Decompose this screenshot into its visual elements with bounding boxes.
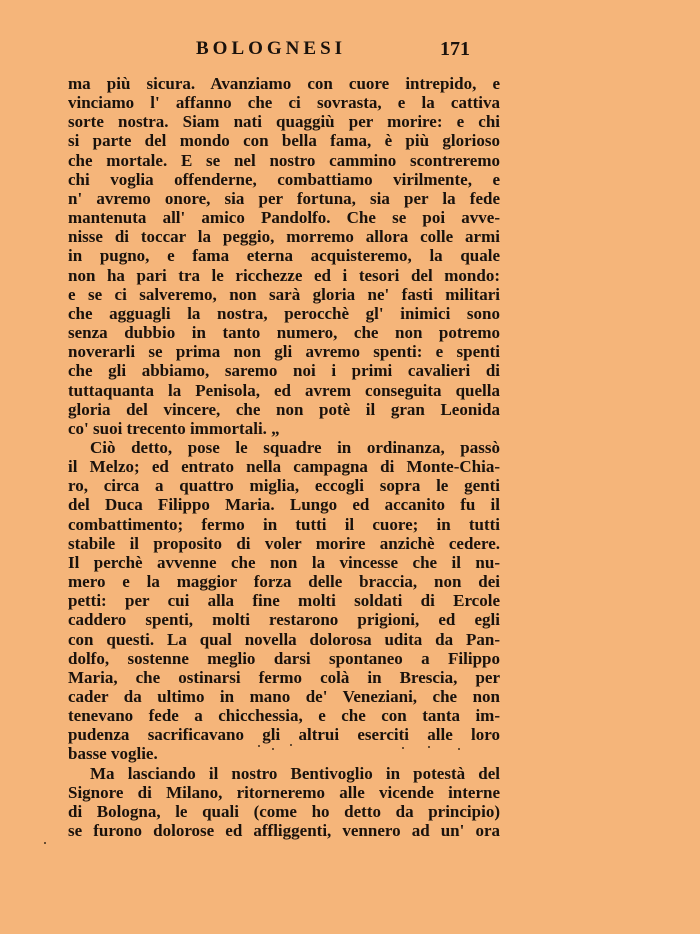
ink-speck xyxy=(272,748,274,750)
text-line: chi voglia offenderne, combattiamo virilmente, e xyxy=(68,169,500,189)
text-line: ma più sicura. Avanziamo con cuore intrepido, e xyxy=(68,74,500,93)
running-title: BOLOGNESI xyxy=(196,38,347,59)
text-line: caddero spenti, molti restarono prigioni, ed egli xyxy=(68,610,500,630)
text-line: combattimento; fermo in tutti il cuore; in tutti xyxy=(68,514,500,534)
text-line: noverarli se prima non gli avremo spenti: e spenti xyxy=(68,342,500,362)
text-line: Ciò detto, pose le squadre in ordinanza, passò xyxy=(90,437,500,457)
ink-speck xyxy=(290,744,292,746)
text-line: con questi. La qual novella dolorosa udita da Pan- xyxy=(68,629,500,649)
text-line: non ha pari tra le ricchezze ed i tesori del mondo: xyxy=(68,265,500,285)
text-line: che agguagli la nostra, perocchè gl' inimici sono xyxy=(68,303,500,323)
ink-speck xyxy=(428,746,430,748)
text-line: mero e la maggior forza delle braccia, non dei xyxy=(68,572,500,592)
text-line: tuttaquanta la Penisola, ed avrem conseguita quella xyxy=(68,380,500,400)
text-line: pudenza sacrificavano gli altrui eserciti alle loro xyxy=(68,725,500,745)
text-line: vinciamo l' affanno che ci sovrasta, e la cattiva xyxy=(68,93,500,113)
text-line: di Bologna, le quali (come ho detto da principio) xyxy=(68,801,500,821)
text-line: Il perchè avvenne che non la vincesse che il nu- xyxy=(68,552,500,572)
text-line: sorte nostra. Siam nati quaggiù per morire: e chi xyxy=(68,112,500,132)
text-line: si parte del mondo con bella fama, è più glorioso xyxy=(68,131,500,151)
body-text xyxy=(68,74,500,840)
text-line: mantenuta all' amico Pandolfo. Che se poi avve- xyxy=(68,208,500,228)
text-line: se furono dolorose ed affliggenti, vennero ad un' ora xyxy=(68,821,500,841)
text-line: gloria del vincere, che non potè il gran Leonida xyxy=(68,399,500,419)
text-line: Ma lasciando il nostro Bentivoglio in potestà del xyxy=(90,763,500,783)
text-line: basse voglie. xyxy=(68,744,158,764)
text-line: n' avremo onore, sia per fortuna, sia per la fede xyxy=(68,188,500,208)
ink-speck xyxy=(44,842,46,844)
text-line: Maria, che ostinarsi fermo colà in Brescia, per xyxy=(68,667,500,687)
text-line: tenevano fede a chicchessia, e che con tanta im- xyxy=(68,706,500,726)
text-line: nisse di toccar la peggio, morremo allora colle armi xyxy=(68,227,500,247)
text-line: dolfo, sostenne meglio darsi spontaneo a Filippo xyxy=(68,648,500,668)
ink-speck xyxy=(402,747,404,749)
text-line: in pugno, e fama eterna acquisteremo, la quale xyxy=(68,246,500,266)
text-line: co' suoi trecento immortali. „ xyxy=(68,418,280,438)
text-line: ro, circa a quattro miglia, eccogli sopra le genti xyxy=(68,476,500,496)
ink-speck xyxy=(458,748,460,750)
text-line: del Duca Filippo Maria. Lungo ed accanito fu il xyxy=(68,495,500,515)
text-line: cader da ultimo in mano de' Veneziani, che non xyxy=(68,687,500,706)
text-line: che mortale. E se nel nostro cammino scontreremo xyxy=(68,150,500,170)
text-line: stabile il proposito di voler morire anzichè cedere. xyxy=(68,533,500,553)
text-line: Signore di Milano, ritorneremo alle vicende interne xyxy=(68,782,500,802)
page-number: 171 xyxy=(440,38,470,60)
text-line: il Melzo; ed entrato nella campagna di Monte-Chia- xyxy=(68,457,500,477)
text-line: e se ci salveremo, non sarà gloria ne' fasti militari xyxy=(68,284,500,304)
text-line: che gli abbiamo, saremo noi i primi cavalieri di xyxy=(68,361,500,381)
text-line: senza dubbio in tanto numero, che non potremo xyxy=(68,323,500,343)
text-line: petti: per cui alla fine molti soldati di Ercole xyxy=(68,591,500,611)
ink-speck xyxy=(258,745,260,747)
